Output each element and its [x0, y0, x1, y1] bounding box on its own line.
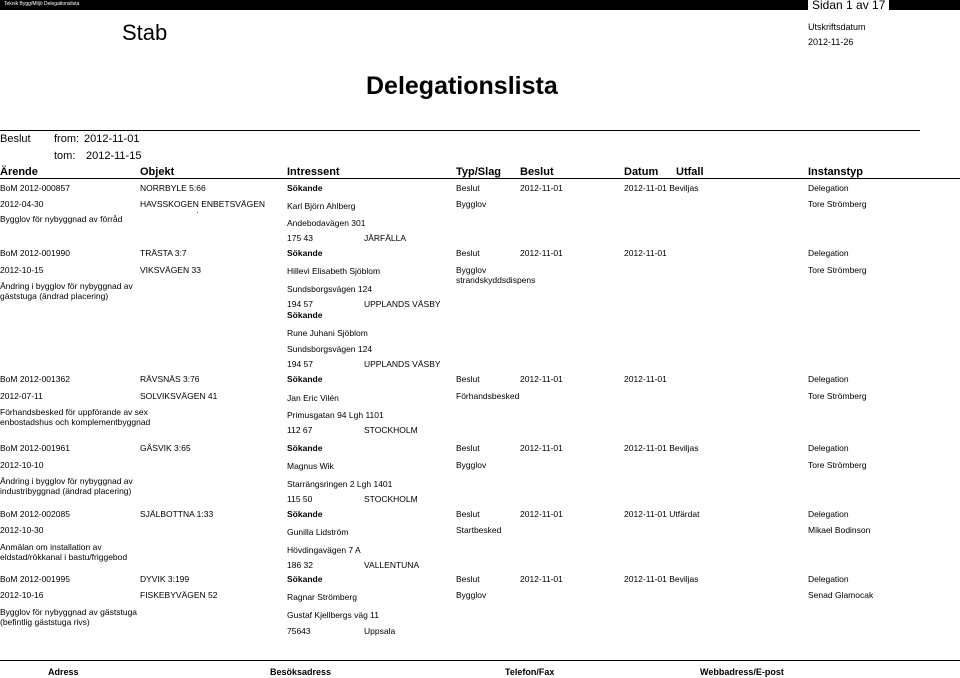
case-typ: Beslut [456, 183, 480, 193]
case-address: HAVSSKOGEN ENBETSVÄGEN [140, 199, 266, 209]
case-typ: Beslut [456, 574, 480, 584]
case-instanstyp: Delegation [808, 443, 849, 453]
applicant-city: STOCKHOLM [364, 494, 418, 504]
case-date: 2012-10-10 [0, 460, 44, 470]
page-indicator: Sidan 1 av 17 [808, 0, 889, 12]
case-id: BoM 2012-001995 [0, 574, 70, 584]
case-description-1: Ändring i bygglov för nybyggnad av [0, 281, 133, 291]
sokande-label: Sökande [287, 509, 323, 519]
case-slag: Bygglov [456, 460, 487, 470]
case-slag: Bygglov [456, 199, 487, 209]
case-handler: Senad Glamocak [808, 590, 874, 600]
filter-tom-label: tom: [54, 150, 76, 162]
case-objekt: NORRBYLE 5:66 [140, 183, 206, 193]
case-address: FISKEBYVÄGEN 52 [140, 590, 218, 600]
applicant-name: Jan Eric Vilén [287, 393, 339, 403]
applicant-zip: 194 57 [287, 299, 313, 309]
case-address: VIKSVÄGEN 33 [140, 265, 201, 275]
applicant-street-2: Sundsborgsvägen 124 [287, 344, 373, 354]
applicant-street: Gustaf Kjellbergs väg 11 [287, 610, 379, 620]
applicant-city: JÄRFÄLLA [364, 233, 407, 243]
case-id: BoM 2012-001990 [0, 248, 70, 258]
col-intressent: Intressent [287, 166, 340, 178]
case-description-2: (befintlig gäststuga rivs) [0, 617, 90, 627]
applicant-name: Hillevi Elisabeth Sjöblom [287, 266, 381, 276]
case-datum-utfall: 2012-11-01 [624, 374, 667, 384]
col-beslut: Beslut [520, 166, 554, 178]
case-description-1: Bygglov för nybyggnad av gäststuga [0, 607, 138, 617]
sokande-label: Sökande [287, 374, 323, 384]
applicant-street: Hövdingavägen 7 A [287, 545, 361, 555]
case-handler: Tore Strömberg [808, 265, 867, 275]
col-arende: Ärende [0, 166, 38, 178]
applicant-street: Starrängsringen 2 Lgh 1401 [287, 479, 393, 489]
case-objekt: GÅSVIK 3:65 [140, 443, 191, 453]
case-id: BoM 2012-001362 [0, 374, 70, 384]
case-description-2: gäststuga (ändrad placering) [0, 291, 109, 301]
sokande-label: Sökande [287, 248, 323, 258]
case-handler: Tore Strömberg [808, 199, 867, 209]
case-datum-utfall: 2012-11-01 Beviljas [624, 183, 699, 193]
filter-tom-value: 2012-11-15 [86, 150, 142, 162]
col-datum: Datum [624, 166, 659, 178]
case-date: 2012-07-11 [0, 391, 43, 401]
case-address: SOLVIKSVÄGEN 41 [140, 391, 218, 401]
applicant-city: UPPLANDS VÄSBY [364, 299, 441, 309]
applicant-city: STOCKHOLM [364, 425, 418, 435]
sokande-label: Sökande [287, 183, 323, 193]
case-id: BoM 2012-002085 [0, 509, 70, 519]
org-name: Stab [122, 20, 168, 45]
applicant-zip: 112 67 [287, 425, 313, 435]
applicant-city: Uppsala [364, 626, 396, 636]
case-beslut-date: 2012-11-01 [520, 509, 563, 519]
filter-beslut-label: Beslut [0, 133, 31, 145]
case-instanstyp: Delegation [808, 183, 849, 193]
case-instanstyp: Delegation [808, 509, 849, 519]
case-beslut-date: 2012-11-01 [520, 374, 563, 384]
case-description-1: Anmälan om installation av [0, 542, 102, 552]
case-description: Bygglov för nybyggnad av förråd [0, 214, 123, 224]
applicant-name: Ragnar Strömberg [287, 592, 357, 602]
case-objekt: RÄVSNÄS 3:76 [140, 374, 200, 384]
case-beslut-date: 2012-11-01 [520, 574, 563, 584]
applicant-street: Primusgatan 94 Lgh 1101 [287, 410, 384, 420]
filter-from-label: from: [54, 133, 80, 145]
print-date: 2012-11-26 [808, 37, 854, 47]
footer-besoksadress: Besöksadress [270, 667, 332, 677]
case-id: BoM 2012-000857 [0, 183, 70, 193]
case-description-1: Ändring i bygglov för nybyggnad av [0, 476, 133, 486]
case-address-dot: · [196, 207, 199, 217]
case-objekt: TRÄSTA 3:7 [140, 248, 187, 258]
case-datum-utfall: 2012-11-01 [624, 248, 667, 258]
applicant-street: Andebodavägen 301 [287, 218, 366, 228]
print-date-label: Utskriftsdatum [808, 22, 866, 32]
case-slag: Bygglov [456, 265, 487, 275]
applicant-zip: 186 32 [287, 560, 313, 570]
applicant-zip: 115 50 [287, 494, 313, 504]
filter-from-value: 2012-11-01 [84, 133, 140, 145]
case-typ: Beslut [456, 374, 480, 384]
sokande-label-2: Sökande [287, 310, 323, 320]
case-slag: Bygglov [456, 590, 487, 600]
footer-adress: Adress [48, 667, 79, 677]
case-handler: Tore Strömberg [808, 391, 867, 401]
applicant-zip: 75643 [287, 626, 311, 636]
col-objekt: Objekt [140, 166, 175, 178]
case-slag: Förhandsbesked [456, 391, 520, 401]
case-slag-2: strandskyddsdispens [456, 275, 536, 285]
col-utfall: Utfall [676, 166, 704, 178]
page-title: Delegationslista [366, 72, 558, 100]
top-bar-label: Teknik Bygg/Miljö Delegationslista [4, 1, 80, 7]
applicant-street: Sundsborgsvägen 124 [287, 284, 373, 294]
columns-rule [0, 178, 960, 179]
footer-webb: Webbadress/E-post [700, 667, 784, 677]
case-datum-utfall: 2012-11-01 Utfärdat [624, 509, 700, 519]
col-instanstyp: Instanstyp [808, 166, 864, 178]
footer-telefon: Telefon/Fax [505, 667, 555, 677]
footer-rule [0, 660, 960, 661]
case-description-2: enbostadshus och komplementbyggnad [0, 417, 151, 427]
applicant-city-2: UPPLANDS VÄSBY [364, 359, 441, 369]
case-date: 2012-10-30 [0, 525, 44, 535]
applicant-name: Gunilla Lidström [287, 527, 349, 537]
case-description-2: eldstad/rökkanal i bastu/friggebod [0, 552, 128, 562]
case-typ: Beslut [456, 509, 480, 519]
case-date: 2012-10-15 [0, 265, 44, 275]
case-slag: Startbesked [456, 525, 502, 535]
header-rule [0, 130, 920, 131]
case-datum-utfall: 2012-11-01 Beviljas [624, 574, 699, 584]
case-description-2: industribyggnad (ändrad placering) [0, 486, 132, 496]
applicant-zip-2: 194 57 [287, 359, 313, 369]
case-instanstyp: Delegation [808, 248, 849, 258]
sokande-label: Sökande [287, 443, 323, 453]
applicant-zip: 175 43 [287, 233, 313, 243]
case-objekt: SJÄLBOTTNA 1:33 [140, 509, 214, 519]
applicant-city: VALLENTUNA [364, 560, 420, 570]
case-beslut-date: 2012-11-01 [520, 248, 563, 258]
case-date: 2012-04-30 [0, 199, 44, 209]
applicant-name-2: Rune Juhani Sjöblom [287, 328, 368, 338]
applicant-name: Karl Björn Ahlberg [287, 201, 356, 211]
case-beslut-date: 2012-11-01 [520, 183, 563, 193]
case-beslut-date: 2012-11-01 [520, 443, 563, 453]
case-instanstyp: Delegation [808, 374, 849, 384]
case-typ: Beslut [456, 443, 480, 453]
case-description-1: Förhandsbesked för uppförande av sex [0, 407, 148, 417]
case-instanstyp: Delegation [808, 574, 849, 584]
case-date: 2012-10-16 [0, 590, 44, 600]
sokande-label: Sökande [287, 574, 323, 584]
case-handler: Mikael Bodinson [808, 525, 871, 535]
case-id: BoM 2012-001961 [0, 443, 70, 453]
applicant-name: Magnus Wik [287, 461, 334, 471]
case-objekt: DYVIK 3:199 [140, 574, 190, 584]
case-typ: Beslut [456, 248, 480, 258]
col-typ: Typ/Slag [456, 166, 502, 178]
case-datum-utfall: 2012-11-01 Beviljas [624, 443, 699, 453]
case-handler: Tore Strömberg [808, 460, 867, 470]
